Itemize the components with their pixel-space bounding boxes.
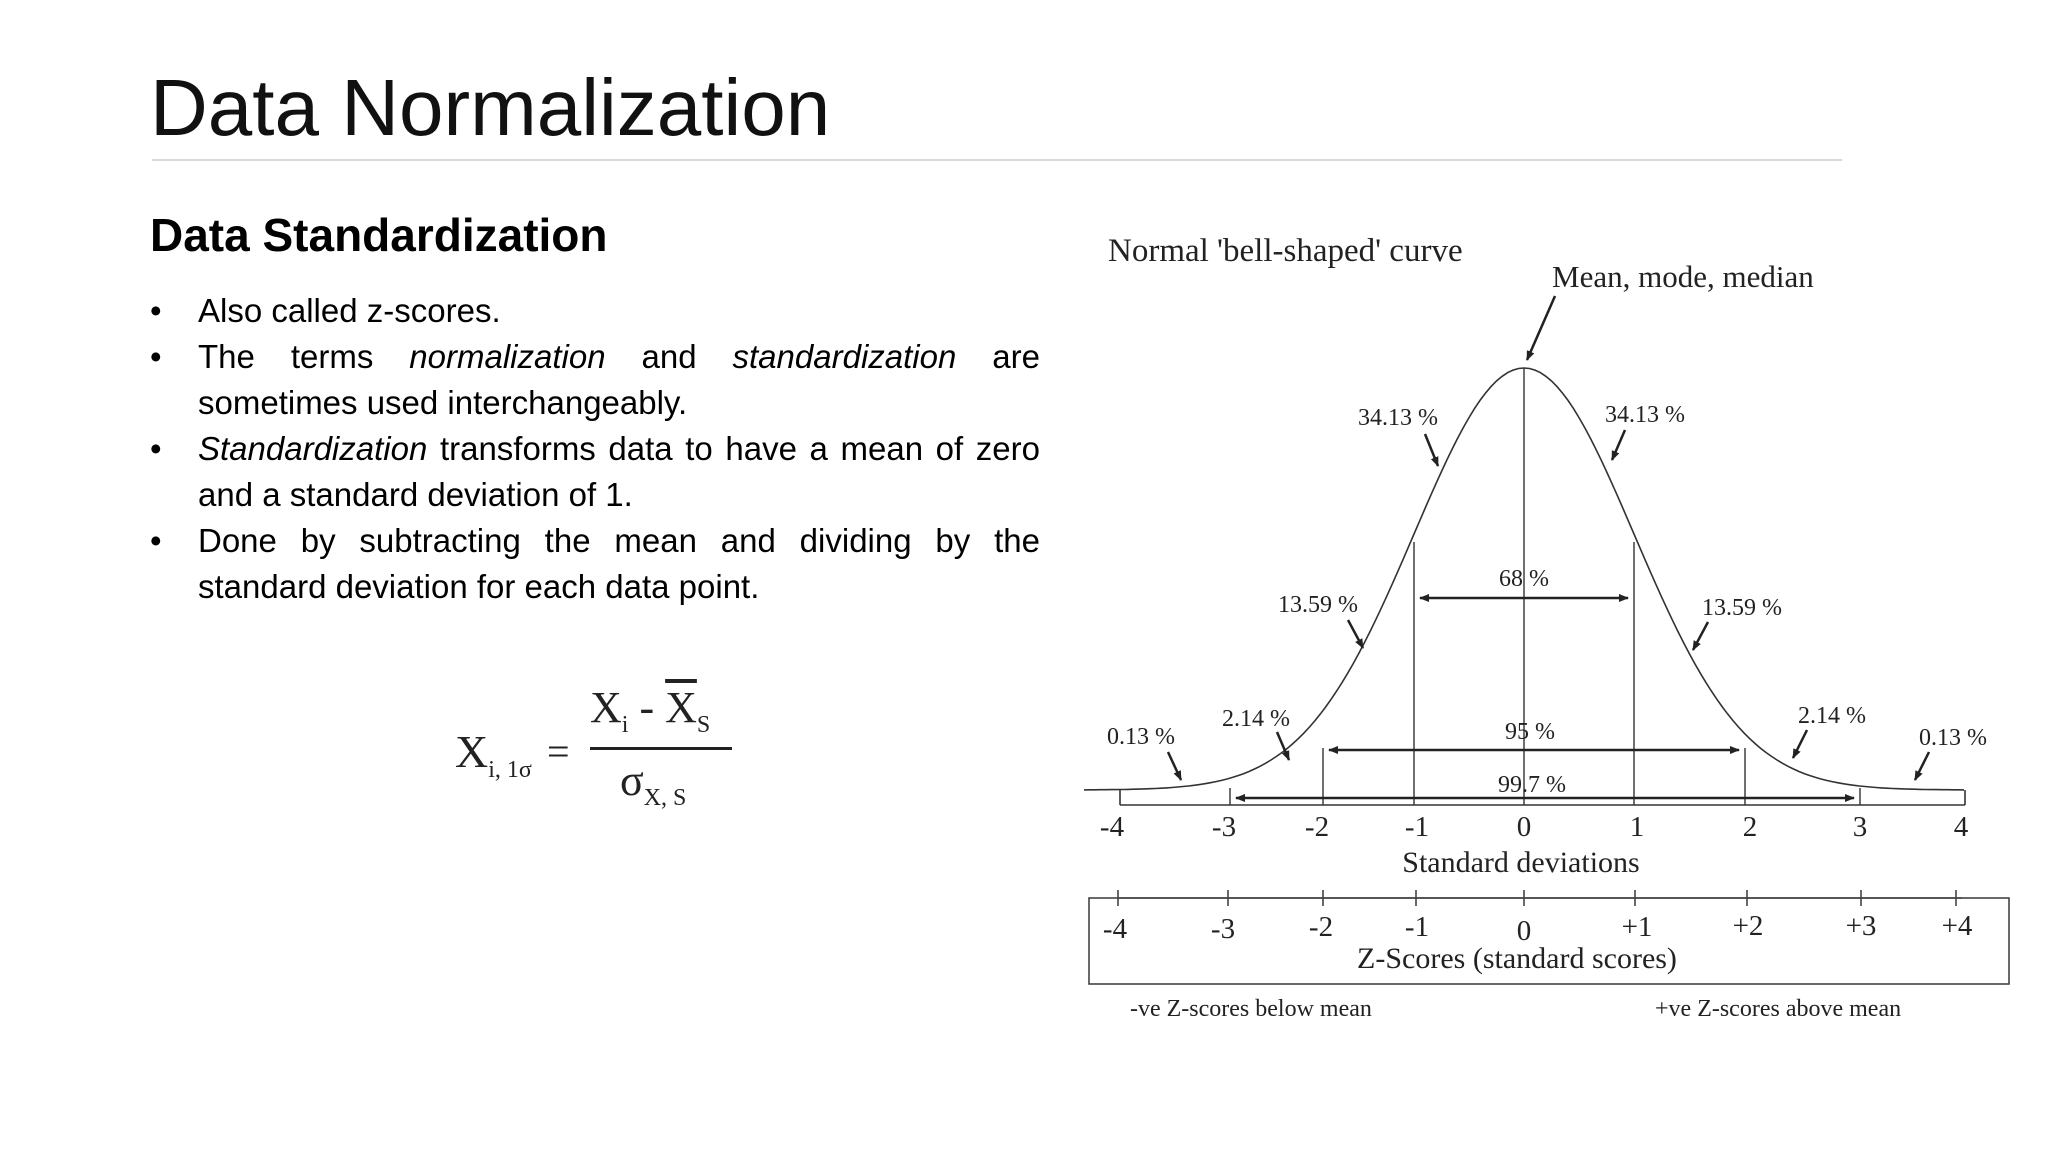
bullet-text: transforms data to have a mean of zero and a standard deviation of 1. [198,430,1040,513]
sd-tick-label: -4 [1099,811,1125,843]
z-tick-label: +1 [1621,911,1653,943]
arrow-left-mid [1348,620,1363,648]
bullet-emphasis: standardization [732,338,957,375]
title-divider [152,159,1842,161]
peak-arrow [1527,296,1555,360]
bullet-item [150,426,1040,518]
below-mean-note: -ve Z-scores below mean [1130,996,1372,1022]
bullet-text: The terms [198,338,410,375]
z-tick-label: +4 [1941,910,1973,942]
pct-right-mid: 13.59 % [1702,595,1782,621]
pct-left-center: 34.13 % [1358,405,1438,431]
pct-right-tail: 0.13 % [1919,725,1987,751]
formula-equals: = [547,729,570,774]
bullet-emphasis: normalization [409,338,606,375]
interval-label-95: 95 % [1505,719,1555,745]
sd-tick-label: -1 [1404,811,1430,843]
bullet-item [150,334,1040,426]
above-mean-note: +ve Z-scores above mean [1655,996,1902,1022]
formula-denominator: $\sigma_{X, S}$ [620,756,687,811]
formula-fraction-bar [590,747,732,750]
arrow-left-tail [1168,752,1181,780]
interval-label-997: 99.7 % [1498,772,1566,798]
arrow-left-center [1425,434,1438,466]
section-heading: Data Standardization [150,209,608,261]
sd-axis-label: Standard deviations [1402,846,1640,879]
z-tick-label: +3 [1845,910,1877,942]
bullet-emphasis: Standardization [198,430,428,467]
sd-tick-label: -2 [1304,811,1330,843]
arrow-right-tail [1915,752,1929,780]
bullet-list [150,288,1040,610]
arrow-left-outer [1277,732,1289,760]
z-axis-label: Z-Scores (standard scores) [1357,942,1677,975]
sd-tick-label: 4 [1953,811,1969,843]
z-tick-label: -1 [1404,911,1430,943]
z-tick-label: -2 [1308,911,1334,943]
sd-tick-label: 2 [1742,811,1758,843]
arrow-right-center [1612,430,1625,460]
z-tick-label: 0 [1516,915,1532,947]
bullet-item [150,288,1040,334]
pct-right-center: 34.13 % [1605,402,1685,428]
slide-title: Data Normalization [150,63,831,152]
bullet-dot: • [150,430,162,467]
arrow-right-outer [1793,730,1807,758]
pct-right-outer: 2.14 % [1798,703,1866,729]
bullet-text: Also called z-scores. [198,292,501,329]
z-tick-label: +2 [1732,910,1764,942]
interval-label-68: 68 % [1499,566,1549,592]
pct-left-outer: 2.14 % [1222,706,1290,732]
curve-title: Normal 'bell-shaped' curve [1108,233,1463,269]
z-tick-label: -4 [1102,913,1128,945]
formula-numerator: $X_i - \overline{X}_S$ [590,683,711,738]
z-score-formula [455,683,735,820]
arrow-right-mid [1693,622,1708,650]
bell-curve-svg [1080,220,2020,1040]
formula-lhs: $X_{i, 1\sigma}$ [455,726,532,784]
z-tick-label: -3 [1210,913,1236,945]
bullet-text: and [605,338,733,375]
sd-tick-label: 0 [1516,811,1532,843]
bullet-item [150,518,1040,610]
peak-label: Mean, mode, median [1552,259,1814,294]
sd-tick-label: -3 [1211,811,1237,843]
sd-tick-label: 1 [1629,811,1645,843]
sd-tick-label: 3 [1852,811,1868,843]
bullet-text: are sometimes used interchangeably. [198,338,1040,421]
bullet-dot: • [150,338,162,375]
bullet-dot: • [150,522,162,559]
bullet-text: Done by subtracting the mean and dividing by the standard deviation for each data point. [198,522,1040,605]
bullet-dot: • [150,292,162,329]
pct-left-tail: 0.13 % [1107,724,1175,750]
pct-left-mid: 13.59 % [1278,592,1358,618]
bell-curve-figure [1080,220,2020,1045]
